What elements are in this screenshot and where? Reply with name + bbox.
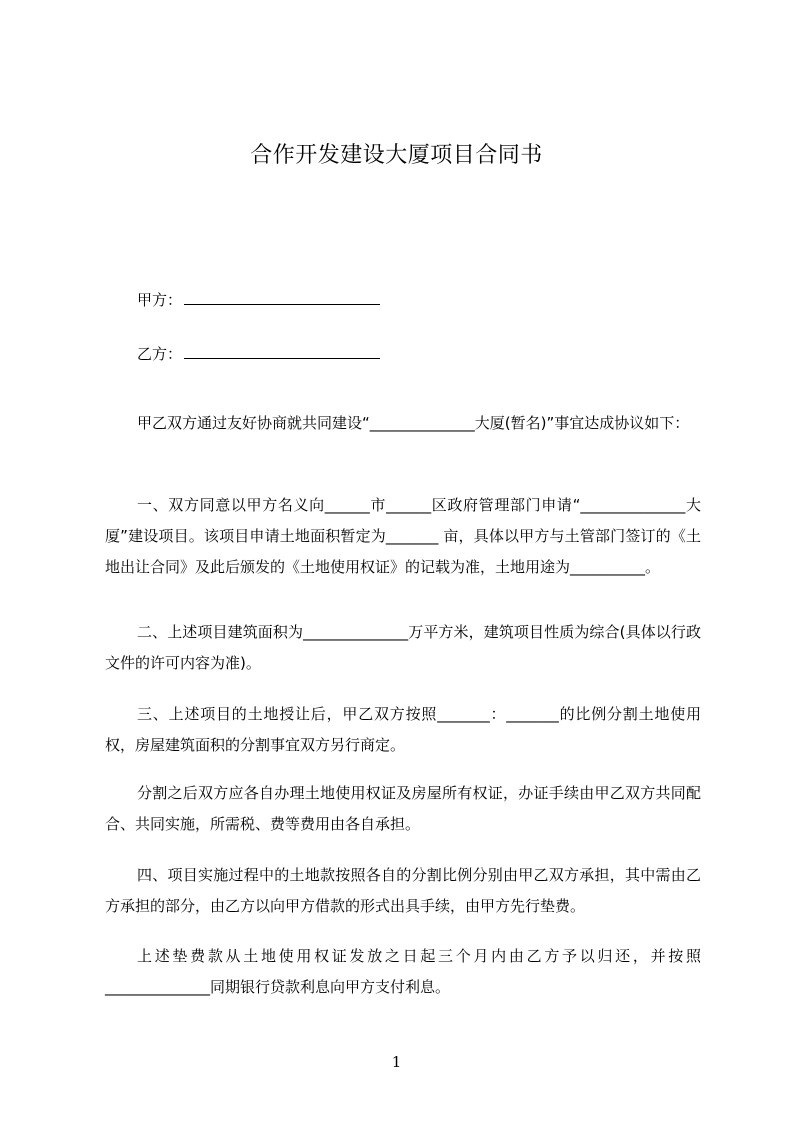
party-a-blank [184,290,380,305]
paragraph-clause-4-detail: 上述垫费款从土地使用权证发放之日起三个月内由乙方予以归还，并按照______________同期银行贷款利息向甲方支付利息。 [105,947,701,996]
party-b-label: 乙方： [137,345,183,363]
paragraph-clause-3-detail: 分割之后双方应各自办理土地使用权证及房屋所有权证，办证手续由甲乙双方共同配合、共同实施，所需税、费等费用由各自承担。 [105,784,701,833]
paragraph-intro: 甲乙双方通过友好协商就共同建设“______________大厦(暂名)”事宜达成协议如下： [137,414,690,432]
page-number: 1 [391,1053,402,1071]
paragraph-clause-3: 三、上述项目的土地授让后，甲乙双方按照_______：_______的比例分割土地使用权，房屋建筑面积的分割事宜双方另行商定。 [105,705,701,754]
paragraph-clause-4: 四、项目实施过程中的土地款按照各自的分割比例分别由甲乙双方承担，其中需由乙方承担的部分，由乙方以向甲方借款的形式出具手续，由甲方先行垫费。 [105,866,701,915]
paragraph-clause-1: 一、双方同意以甲方名义向______市______区政府管理部门申请“______________大厦”建设项目。该项目申请土地面积暂定为_______ 亩，具体以甲方与土管部门签订的《土地出让合同》及此后颁发的《土地使用权证》的记载为准，土地用途为__________。 [105,496,701,576]
paragraph-clause-2: 二、上述项目建筑面积为______________万平方米，建筑项目性质为综合(具体以行政文件的许可内容为准)。 [105,623,701,672]
party-a-label: 甲方： [137,291,183,309]
party-b-field [137,344,380,364]
document-title: 合作开发建设大厦项目合同书 [250,143,543,168]
party-a-field [137,290,380,310]
party-b-blank [184,344,380,359]
